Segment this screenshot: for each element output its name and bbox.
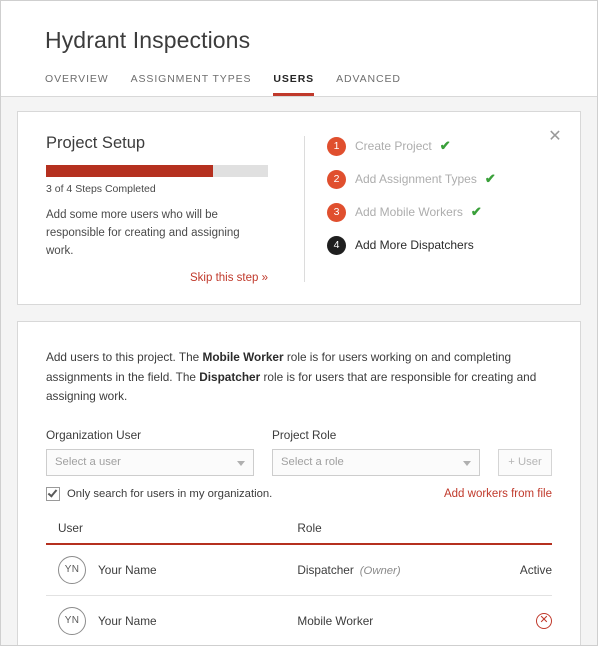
users-table-body <box>46 544 552 645</box>
step-number-badge: 1 <box>327 137 346 156</box>
step-number-badge: 3 <box>327 203 346 222</box>
setup-divider <box>304 136 305 282</box>
intro-segment-3: role is for users that are responsible for creating and assigning work. <box>46 369 537 403</box>
setup-progress-fill <box>46 165 213 177</box>
search-scope-row <box>46 487 552 501</box>
chevron-down-icon <box>463 461 471 466</box>
role-cell <box>297 544 519 596</box>
tab-advanced[interactable]: ADVANCED <box>336 73 401 85</box>
step-label: Add Mobile Workers <box>355 205 463 219</box>
user-role: Mobile Worker <box>297 613 374 628</box>
project-setup-card <box>17 111 581 305</box>
check-icon: ✔ <box>470 204 482 219</box>
role-cell <box>297 595 519 645</box>
intro-bold-mobile-worker: Mobile Worker <box>202 350 284 365</box>
add-user-button[interactable]: + User <box>498 449 552 476</box>
organization-user-label: Organization User <box>46 427 142 442</box>
avatar: YN <box>58 607 86 635</box>
project-role-label: Project Role <box>272 427 337 442</box>
organization-user-select[interactable] <box>46 449 254 476</box>
step-label: Add More Dispatchers <box>355 238 474 252</box>
column-header-status <box>520 521 552 544</box>
intro-segment-1: Add users to this project. The <box>46 350 203 365</box>
tab-overview[interactable]: OVERVIEW <box>45 73 109 85</box>
page-title: Hydrant Inspections <box>45 27 251 53</box>
add-users-card <box>17 321 581 645</box>
only-search-org-checkbox[interactable] <box>46 487 60 501</box>
intro-segment-2: role is for users working on and completing assignments in the field. The <box>46 350 512 384</box>
users-table <box>46 521 552 645</box>
page-header <box>1 1 597 97</box>
status-cell: Active <box>520 544 552 596</box>
user-name: Your Name <box>98 613 157 628</box>
project-role-field <box>272 428 480 476</box>
avatar: YN <box>58 556 86 584</box>
table-row <box>46 595 552 645</box>
chevron-down-icon <box>237 461 245 466</box>
step-number-badge: 4 <box>327 236 346 255</box>
organization-user-field <box>46 428 254 476</box>
tab-users[interactable]: USERS <box>273 73 314 96</box>
organization-user-placeholder: Select a user <box>55 456 121 469</box>
setup-step-list <box>327 134 564 284</box>
check-icon: ✔ <box>439 138 451 153</box>
users-table-head <box>46 521 552 544</box>
user-name: Your Name <box>98 562 157 577</box>
setup-step-3[interactable] <box>327 202 564 222</box>
content-area <box>1 97 597 645</box>
user-cell <box>46 544 297 596</box>
step-label: Create Project <box>355 139 432 153</box>
setup-summary <box>46 134 304 284</box>
table-row <box>46 544 552 596</box>
setup-progress-label: 3 of 4 Steps Completed <box>46 183 156 195</box>
user-cell <box>46 595 297 645</box>
column-header-role: Role <box>297 521 519 544</box>
add-workers-from-file-link[interactable]: Add workers from file <box>443 487 552 500</box>
check-icon: ✔ <box>484 171 496 186</box>
user-identity <box>46 607 297 635</box>
setup-progress-bar <box>46 165 268 177</box>
user-role: Dispatcher <box>297 562 354 577</box>
setup-title: Project Setup <box>46 134 146 152</box>
setup-step-1[interactable] <box>327 136 564 156</box>
owner-tag: (Owner) <box>359 564 401 577</box>
remove-user-icon[interactable]: ✕ <box>536 613 552 629</box>
tab-assignment-types[interactable]: ASSIGNMENT TYPES <box>130 73 252 85</box>
intro-bold-dispatcher: Dispatcher <box>199 369 261 384</box>
user-identity <box>46 556 297 584</box>
setup-description: Add some more users who will be responsible for creating and assigning work. <box>46 209 240 257</box>
column-header-user: User <box>46 521 297 544</box>
only-search-org-group[interactable] <box>46 487 272 501</box>
tab-bar <box>45 70 597 96</box>
table-header-row <box>46 521 552 544</box>
skip-step-link[interactable]: Skip this step » <box>190 272 268 285</box>
project-role-placeholder: Select a role <box>281 456 344 469</box>
setup-step-2[interactable] <box>327 169 564 189</box>
step-label: Add Assignment Types <box>355 172 477 186</box>
step-number-badge: 2 <box>327 170 346 189</box>
project-role-select[interactable] <box>272 449 480 476</box>
add-user-form <box>46 428 552 476</box>
users-intro-text <box>46 348 552 405</box>
setup-step-4[interactable] <box>327 235 564 255</box>
only-search-org-label: Only search for users in my organization. <box>67 487 273 500</box>
close-icon[interactable]: ✕ <box>548 128 562 145</box>
status-cell <box>520 595 552 645</box>
